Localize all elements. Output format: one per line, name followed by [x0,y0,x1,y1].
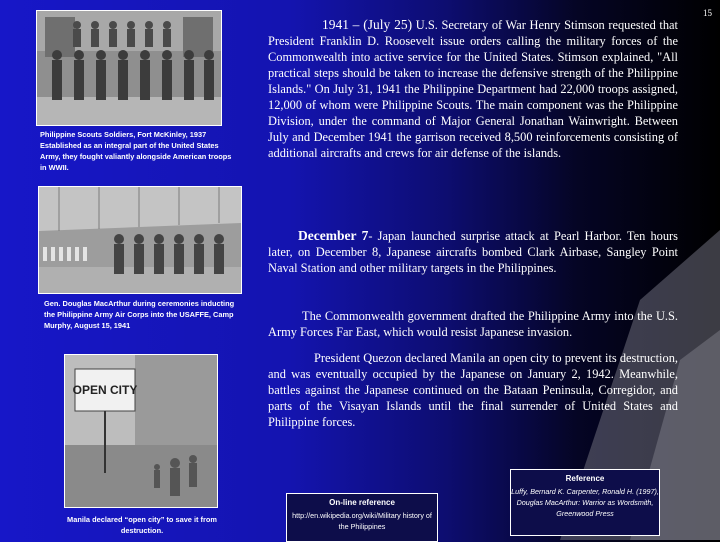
page-number: 15 [703,8,712,18]
book-reference-box [510,469,660,536]
book-reference-text: Luffy, Bernard K. Carpenter, Ronald H. (1997), Douglas MacArthur: Warrior as Wordsmith, Greenwood Press [511,487,659,518]
paragraph-commonwealth [268,308,678,340]
paragraph-december-7 [268,228,678,276]
scouts-photo-caption: Philippine Scouts Soldiers, Fort McKinley, 1937 Established as an integral part of the United States Army, they fought valiantly alongside American troops in WWII. [40,130,232,172]
paragraph-commonwealth-text: The Commonwealth government drafted the Philippine Army into the U.S. Army Forces Far East, which would resist Japanese invasion. [268,309,678,339]
date-july-25: – (July 25) [352,17,413,32]
open-city-photo [64,354,218,508]
macarthur-photo [38,186,242,294]
book-reference-title: Reference [565,474,605,483]
online-reference-box [286,493,438,542]
online-reference-title: On-line reference [329,498,395,507]
paragraph-1941 [268,17,678,161]
open-city-sign-text: OPEN CITY [72,383,138,397]
macarthur-photo-caption: Gen. Douglas MacArthur during ceremonies inducting the Philippine Army Air Corps into the USAFFE, Camp Murphy, August 15, 1941 [44,299,235,330]
year-1941: 1941 [322,17,349,32]
date-december-7: December 7 [298,228,369,243]
online-reference-link[interactable]: http://en.wikipedia.org/wiki/Military history of the Philippines [292,511,432,531]
paragraph-quezon-text: President Quezon declared Manila an open city to prevent its destruction, and was eventually occupied by the Japanese on January 2, 1942. Meanwhile, battles against the Japanese continued on the Bataan Peninsula, Corregidor, and parts of the Visayan Islands until the final surrender of United States and Philippine forces. [268,351,678,429]
scouts-photo [36,10,222,126]
paragraph-quezon [268,350,678,430]
paragraph-1941-text: U.S. Secretary of War Henry Stimson requested that President Franklin D. Roosevelt issue orders calling the military forces of the Commonwealth into active service for the United States. Stimson explained, "All practical steps should be taken to increase the defensive strength of the Philippine Islands." On July 31, 1941 the Philippine Department had 22,000 troops assigned, 12,000 of whom were Philippine Scouts. The main component was the Philippine Division, under the command of Major General Jonathan Wainwright. Between July and December 1941 the garrison received 8,500 reinforcements consisting of additional aircrafts and crews for air defense of the islands. [268,18,678,160]
paragraph-december-7-text: - Japan launched surprise attack at Pearl Harbor. Ten hours later, on December 8, Japanese aircrafts bombed Clark Airbase, Sangley Point Naval Station and other military targets in the Philippines. [268,229,678,275]
open-city-photo-caption: Manila declared “open city” to save it from destruction. [67,515,217,535]
